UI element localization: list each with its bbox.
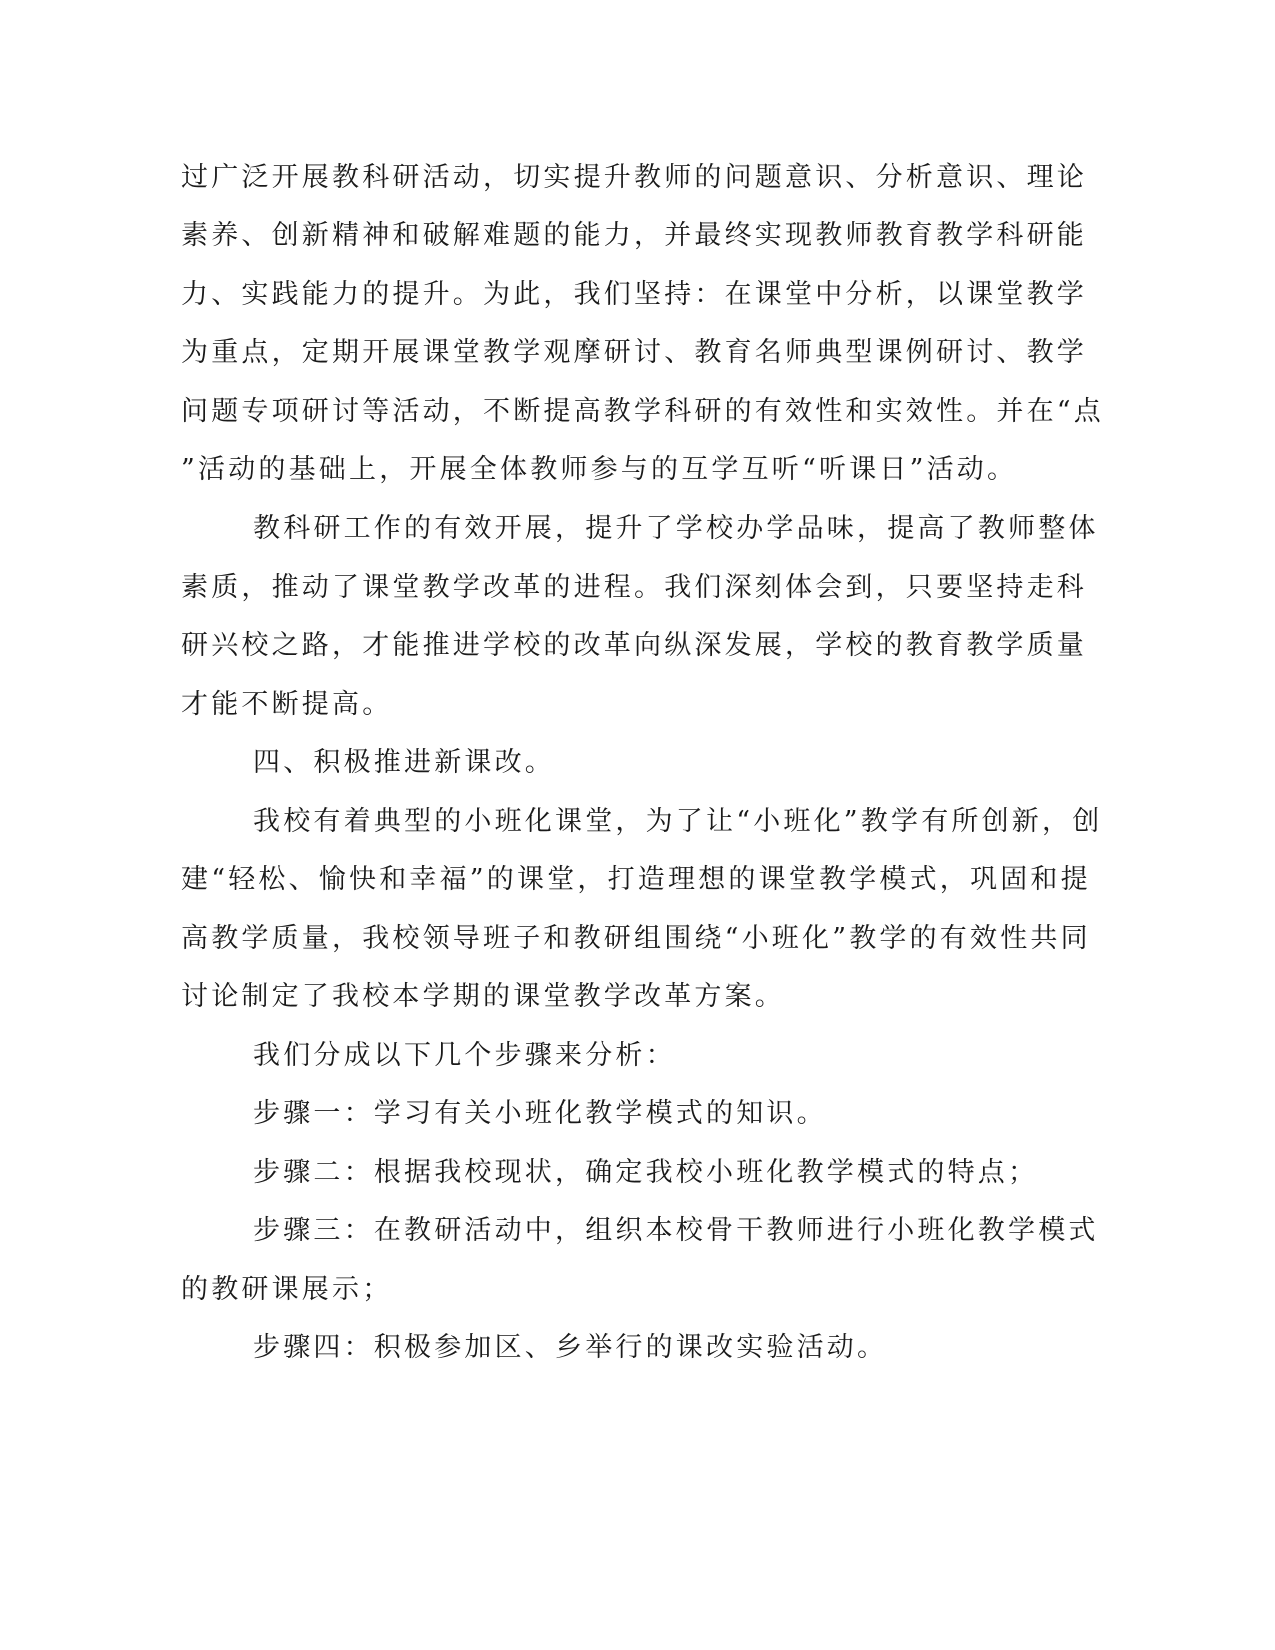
text-line: 为重点，定期开展课堂教学观摩研讨、教育名师典型课例研讨、教学 [181, 337, 1087, 368]
text-line: 过广泛开展教科研活动，切实提升教师的问题意识、分析意识、理论 [181, 162, 1087, 193]
text-line: 的教研课展示； [181, 1274, 393, 1305]
text-line: 力、实践能力的提升。为此，我们坚持：在课堂中分析，以课堂教学 [181, 279, 1087, 310]
step-item: 步骤二：根据我校现状，确定我校小班化教学模式的特点； [253, 1157, 1039, 1188]
text-line: 教科研工作的有效开展，提升了学校办学品味，提高了教师整体 [253, 513, 1099, 544]
text-line: 我校有着典型的小班化课堂，为了让“小班化”教学有所创新，创 [253, 806, 1103, 837]
text-line: 建“轻松、愉快和幸福”的课堂，打造理想的课堂教学模式，巩固和提 [181, 864, 1091, 895]
step-item: 步骤四：积极参加区、乡举行的课改实验活动。 [253, 1332, 888, 1363]
text-line: 素养、创新精神和破解难题的能力，并最终实现教师教育教学科研能 [181, 220, 1087, 251]
text-line: 素质，推动了课堂教学改革的进程。我们深刻体会到，只要坚持走科 [181, 572, 1087, 603]
text-line: 问题专项研讨等活动，不断提高教学科研的有效性和实效性。并在“点 [181, 396, 1105, 427]
step-item: 步骤一：学习有关小班化教学模式的知识。 [253, 1098, 827, 1129]
text-line: 高教学质量，我校领导班子和教研组围绕“小班化”教学的有效性共同 [181, 923, 1091, 954]
text-line: 我们分成以下几个步骤来分析： [253, 1040, 676, 1071]
step-item: 步骤三：在教研活动中，组织本校骨干教师进行小班化教学模式 [253, 1215, 1099, 1246]
text-line: 讨论制定了我校本学期的课堂教学改革方案。 [181, 981, 785, 1012]
text-line: 研兴校之路，才能推进学校的改革向纵深发展，学校的教育教学质量 [181, 630, 1087, 661]
text-line: 才能不断提高。 [181, 689, 393, 720]
text-line: ”活动的基础上，开展全体教师参与的互学互听“听课日”活动。 [181, 454, 1018, 485]
section-heading: 四、积极推进新课改。 [253, 747, 555, 778]
